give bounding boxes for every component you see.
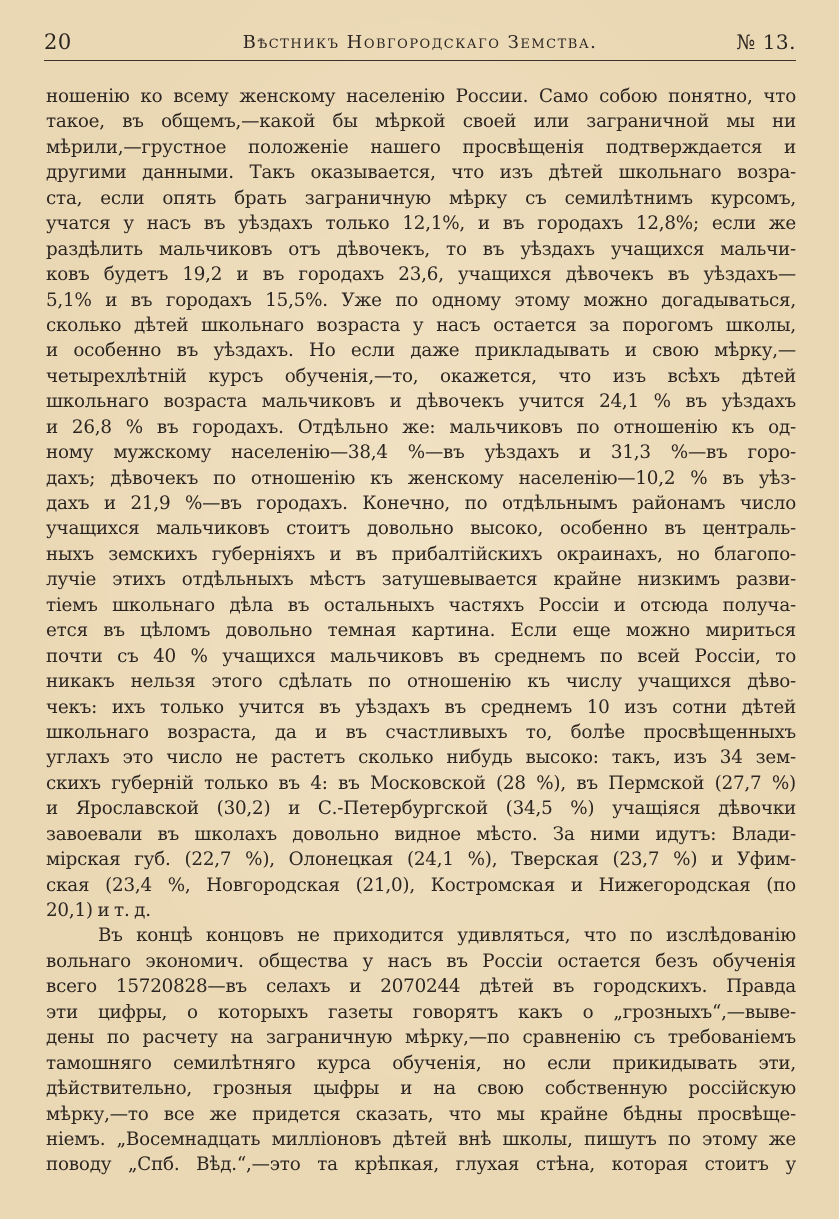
text-line: ста, если опять брать заграничную мѣрку съ семилѣтнимъ курсомъ, [46, 187, 796, 209]
text-line: такое, въ общемъ,—какой бы мѣркой своей или заграничной мы ни [46, 111, 796, 133]
text-line: ношенію ко всему женскому населенію России. Само собою понятно, что [46, 86, 796, 107]
text-line: эти цифры, о которыхъ газеты говорятъ какъ о „грозныхъ“,—выве- [46, 1001, 796, 1023]
text-line: школьнаго возраста, да и въ счастливыхъ то, болѣе просвѣщенныхъ [46, 721, 796, 743]
text-line: тіемъ школьнаго дѣла въ остальныхъ частяхъ Россіи и отсюда получа- [46, 594, 796, 616]
text-line: чекъ: ихъ только учится въ уѣздахъ въ среднемъ 10 изъ сотни дѣтей [46, 696, 796, 718]
text-line: 20,1) и т. д. [46, 900, 151, 921]
text-line: поводу „Спб. Вѣд.“,—это та крѣпкая, глухая стѣна, которая стоитъ у [46, 1154, 796, 1176]
text-line: дены по расчету на заграничную мѣрку,—по сравненію съ требованіемъ [46, 1027, 796, 1049]
text-line: дахъ и 21,9 %—въ городахъ. Конечно, по отдѣльнымъ районамъ число [46, 493, 796, 514]
text-line: ется въ цѣломъ довольно темная картина. Если еще можно мириться [46, 620, 796, 642]
page-number: 20 [44, 30, 72, 54]
issue-number: № 13. [736, 30, 796, 54]
text-line: ныхъ земскихъ губерніяхъ и въ прибалтійскихъ окраинахъ, но благопо- [46, 543, 796, 565]
running-header [44, 26, 796, 61]
text-line: лучіе этихъ отдѣльныхъ мѣстъ затушевывается крайне низкимъ разви- [46, 569, 796, 591]
text-line: никакъ нельзя этого сдѣлать по отношенію къ числу учащихся дѣво- [46, 671, 796, 693]
text-line: учатся у насъ въ уѣздахъ только 12,1%, и въ городахъ 12,8%; если же [46, 213, 796, 235]
text-line: ному мужскому населенію—38,4 %—въ уѣздахъ и 31,3 %—въ горо- [46, 442, 796, 464]
text-line: сколько дѣтей школьнаго возраста у насъ остается за порогомъ школы, [46, 314, 796, 336]
text-line: Въ концѣ концовъ не приходится удивляться, что по изслѣдованію [98, 925, 796, 947]
text-line: мірская губ. (22,7 %), Олонецкая (24,1 %), Тверская (23,7 %) и Уфим- [46, 849, 796, 871]
text-line: другими данными. Такъ оказывается, что изъ дѣтей школьнаго возра- [46, 162, 796, 184]
text-line: и 26,8 % въ городахъ. Отдѣльно же: мальчиковъ по отношенію къ од- [46, 416, 796, 438]
text-line: скихъ губерній только въ 4: въ Московской (28 %), въ Пермской (27,7 %) [46, 772, 796, 794]
text-line: углахъ это число не растетъ сколько нибудь высоко: такъ, изъ 34 зем- [46, 747, 796, 769]
text-line: ская (23,4 %, Новгородская (21,0), Костромская и Нижегородская (по [46, 874, 796, 896]
text-line: ковъ будетъ 19,2 и въ городахъ 23,6, учащихся дѣвочекъ въ уѣздахъ— [46, 264, 796, 286]
text-line: всего 15720828—въ селахъ и 2070244 дѣтей въ городскихъ. Правда [46, 976, 796, 998]
article-body [46, 84, 796, 1178]
text-line: почти съ 40 % учащихся мальчиковъ въ среднемъ по всей Россіи, то [46, 645, 796, 667]
text-line: школьнаго возраста мальчиковъ и дѣвочекъ учится 24,1 % въ уѣздахъ [46, 391, 796, 413]
text-line: мѣрили,—грустное положеніе нашего просвѣщенія подтверждается и [46, 136, 796, 158]
text-line: и Ярославской (30,2) и С.-Петербургской (34,5 %) учащіяся дѣвочки [46, 798, 796, 820]
text-line: дѣйствительно, грозныя цыфры и на свою собственную россійскую [46, 1078, 796, 1100]
text-line: учащихся мальчиковъ стоитъ довольно высоко, особенно въ централь- [46, 518, 796, 540]
text-line: четырехлѣтній курсъ обученія,—то, окажется, что изъ всѣхъ дѣтей [46, 365, 796, 387]
journal-title: Вѣстникъ Новгородскаго Земства. [242, 32, 598, 53]
text-line: и особенно въ уѣздахъ. Но если даже прикладывать и свою мѣрку,— [46, 340, 796, 362]
text-line: 5,1% и въ городахъ 15,5%. Уже по одному этому можно догадываться, [46, 289, 796, 311]
text-line: дахъ; дѣвочекъ по отношенію къ женскому населенію—10,2 % въ уѣз- [46, 467, 796, 489]
text-line: ніемъ. „Восемнадцать милліоновъ дѣтей внѣ школы, пишутъ по этому же [46, 1128, 796, 1150]
text-line: завоевали въ школахъ довольно видное мѣсто. За ними идутъ: Влади- [46, 823, 796, 845]
text-line: мѣрку,—то все же придется сказать, что мы крайне бѣдны просвѣще- [46, 1103, 796, 1125]
text-line: вольнаго экономич. общества у насъ въ Россіи остается безъ обученія [46, 950, 796, 972]
text-line: тамошняго семилѣтняго курса обученія, но если прикидывать эти, [46, 1052, 796, 1074]
text-line: раздѣлить мальчиковъ отъ дѣвочекъ, то въ уѣздахъ учащихся мальчи- [46, 238, 796, 260]
